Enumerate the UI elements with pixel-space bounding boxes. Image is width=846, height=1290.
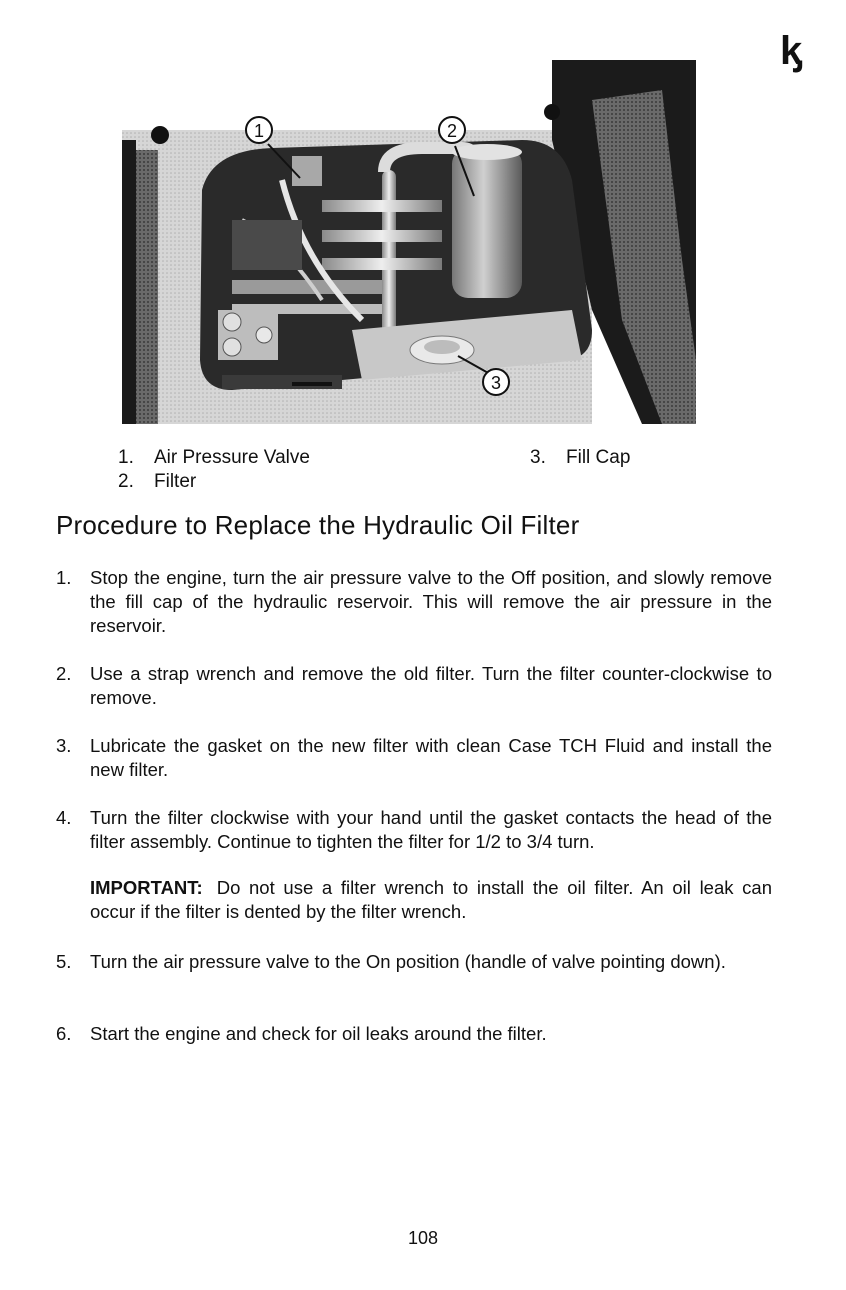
svg-text:1: 1 — [253, 121, 265, 141]
step-number: 2. — [56, 663, 72, 684]
legend-item — [118, 446, 310, 470]
callout-1 — [246, 117, 272, 143]
section-heading: Procedure to Replace the Hydraulic Oil Filter — [56, 510, 580, 540]
step-item — [56, 734, 772, 782]
step-item — [56, 566, 772, 638]
step-number: 5. — [56, 951, 72, 972]
step-number: 1. — [56, 567, 72, 588]
svg-text:2: 2 — [446, 121, 458, 141]
step-text: Turn the air pressure valve to the On position (handle of valve pointing down). — [90, 951, 726, 972]
page-number: 108 — [407, 1228, 439, 1248]
callout-2 — [439, 117, 465, 143]
legend-number: 1. — [118, 447, 134, 468]
step-item — [56, 662, 772, 710]
important-label: IMPORTANT: — [90, 877, 203, 898]
corner-mark-icon: ᶄ — [780, 28, 803, 74]
engine-compartment-photo — [122, 60, 696, 424]
important-note — [90, 876, 772, 924]
legend-item — [530, 446, 630, 470]
legend-item — [118, 470, 196, 494]
step-text: Start the engine and check for oil leaks around the filter. — [90, 1023, 547, 1044]
step-item — [56, 806, 772, 854]
legend-label: Filter — [154, 471, 197, 492]
step-item — [56, 950, 772, 974]
step-text: Lubricate the gasket on the new filter with clean Case TCH Fluid and install the new filter. — [90, 735, 772, 780]
legend-label: Air Pressure Valve — [154, 447, 310, 468]
svg-text:3: 3 — [490, 373, 502, 393]
step-text: Turn the filter clockwise with your hand until the gasket contacts the head of the filter assembly. Continue to tighten the filter for 1/2 to 3/4 turn. — [90, 807, 772, 852]
step-number: 4. — [56, 807, 72, 828]
important-text: Do not use a filter wrench to install the oil filter. An oil leak can occur if the filter is dented by the filter wrench. — [90, 877, 772, 922]
legend-number: 3. — [530, 447, 546, 468]
step-number: 6. — [56, 1023, 72, 1044]
callout-3 — [483, 369, 509, 395]
legend-number: 2. — [118, 471, 134, 492]
step-text: Stop the engine, turn the air pressure valve to the Off position, and slowly remove the fill cap of the hydraulic reservoir. This will remove the air pressure in the reservoir. — [90, 567, 772, 636]
step-item — [56, 1022, 772, 1046]
step-number: 3. — [56, 735, 72, 756]
legend-label: Fill Cap — [566, 447, 631, 468]
step-text: Use a strap wrench and remove the old filter. Turn the filter counter-clockwise to remove. — [90, 663, 772, 708]
